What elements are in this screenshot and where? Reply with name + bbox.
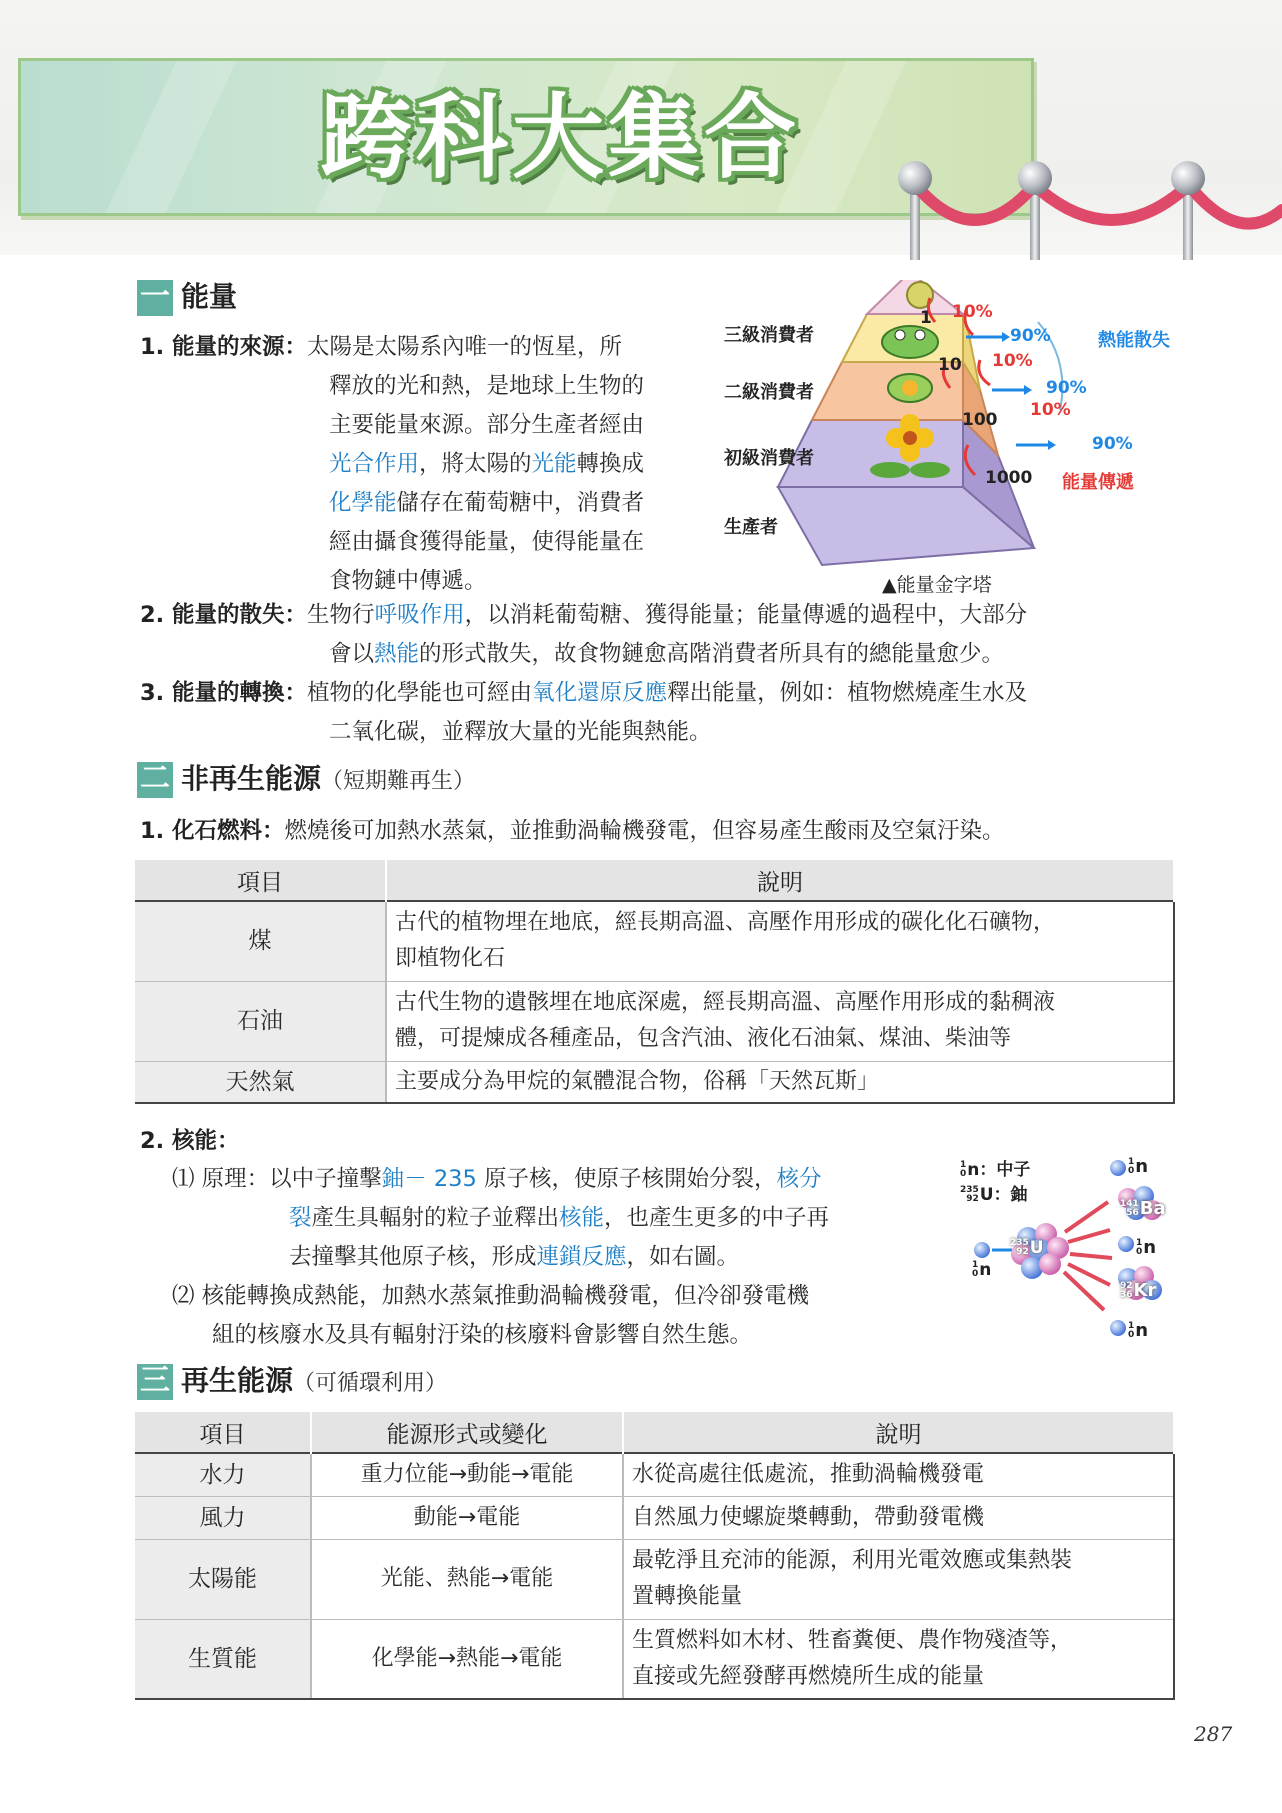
atomic-number: 36 — [1120, 1290, 1133, 1300]
keyword: 氧化還原反應 — [532, 680, 668, 706]
text-line: 釋放的光和熱，是地球上生物的 — [329, 373, 645, 399]
pyramid-label-secondary: 二級消費者 — [724, 382, 814, 403]
atomic-number: 56 — [1126, 1208, 1139, 1218]
keyword: 化學能 — [329, 490, 397, 516]
energy-transfer-label: 能量傳遞 — [1062, 472, 1134, 493]
pyramid-label-tertiary: 三級消費者 — [724, 325, 814, 346]
text: ，也產生更多的中子再 — [604, 1205, 830, 1231]
loss-percent: 90% — [1046, 378, 1087, 398]
energy-loss-label: 2. 能量的散失： — [140, 602, 308, 628]
pyramid-value-tertiary: 1 — [920, 308, 932, 328]
sub-number: ⑵ — [172, 1283, 195, 1309]
energy-source-label: 1. 能量的來源： — [140, 334, 308, 360]
keyword: 光能 — [531, 451, 577, 477]
atomic-number: 92 — [966, 1194, 979, 1204]
section-note: （可循環利用） — [293, 1371, 448, 1396]
table-cell-form: 光能、熱能→電能 — [311, 1539, 623, 1619]
text-line: 古代生物的遺骸埋在地底深處，經長期高溫、高壓作用形成的黏稠液 — [395, 990, 1056, 1015]
nuclear-label — [140, 1122, 240, 1161]
text: 植物的化學能也可經由 — [307, 680, 533, 706]
neutron-icon — [1118, 1236, 1134, 1252]
text: 儲存在葡萄糖中，消費者 — [396, 490, 645, 516]
neutron-label — [1128, 1320, 1148, 1341]
table-row — [135, 1619, 1174, 1699]
table-cell-desc — [623, 1453, 1174, 1496]
symbol: Ba — [1139, 1198, 1166, 1219]
fossil-fuel-paragraph — [140, 812, 1190, 851]
sub-number: ⑴ — [172, 1166, 195, 1192]
nuclear-label-text: 2. 核能： — [140, 1128, 240, 1154]
mass-number: 92 — [1120, 1281, 1133, 1291]
table-cell-item: 天然氣 — [135, 1061, 386, 1103]
table-cell-item: 生質能 — [135, 1619, 311, 1699]
table-header: 說明 — [623, 1412, 1174, 1453]
fossil-fuel-label: 1. 化石燃料： — [140, 818, 285, 844]
table-row — [135, 1061, 1174, 1103]
text-line: 組的核廢水及具有輻射汙染的核廢料會影響自然生態。 — [212, 1322, 753, 1348]
frog-icon — [882, 326, 938, 358]
text-line: 置轉換能量 — [632, 1584, 743, 1609]
symbol: n — [1135, 1320, 1149, 1341]
text-line: 食物鏈中傳遞。 — [329, 568, 487, 594]
text: 去撞擊其他原子核，形成 — [289, 1244, 537, 1270]
neutron-icon — [974, 1242, 990, 1258]
table-row — [135, 1496, 1174, 1539]
mass-number: 235 — [960, 1185, 979, 1195]
table-row — [135, 1453, 1174, 1496]
atomic-number: 0 — [972, 1269, 979, 1279]
pyramid-value-producer: 1000 — [985, 468, 1033, 488]
text-line: 水從高處往低處流，推動渦輪機發電 — [632, 1461, 985, 1487]
table-cell-form: 化學能→熱能→電能 — [311, 1619, 623, 1699]
table-cell-desc — [386, 901, 1174, 981]
neutron-label — [1136, 1237, 1156, 1258]
table-cell-item: 石油 — [135, 981, 386, 1061]
text: 原理：以中子撞擊 — [201, 1166, 382, 1192]
atomic-number: 0 — [1136, 1247, 1143, 1257]
text: 核能轉換成熱能，加熱水蒸氣推動渦輪機發電，但冷卻發電機 — [201, 1283, 810, 1309]
page-title: 跨科大集合 — [320, 84, 801, 191]
table-cell-item: 風力 — [135, 1496, 311, 1539]
krypton-label — [1120, 1280, 1156, 1301]
symbol: n — [1143, 1237, 1157, 1258]
text: 產生具輻射的粒子並釋出 — [311, 1205, 560, 1231]
atomic-number: 0 — [1128, 1166, 1135, 1176]
table-row — [135, 981, 1174, 1061]
mass-number: 141 — [1120, 1199, 1139, 1209]
atomic-number: 0 — [960, 1169, 967, 1179]
table-cell-desc — [623, 1496, 1174, 1539]
text: 會以 — [329, 641, 375, 667]
mass-number: 1 — [960, 1160, 967, 1170]
pyramid-value-primary: 100 — [962, 410, 998, 430]
table-cell-item: 水力 — [135, 1453, 311, 1496]
section-title-nonrenewable — [181, 761, 475, 800]
table-cell-desc — [386, 1061, 1174, 1103]
symbol: Kr — [1133, 1280, 1157, 1301]
text: 燃燒後可加熱水蒸氣，並推動渦輪機發電，但容易產生酸雨及空氣汙染。 — [284, 818, 1005, 844]
text-line: 古代的植物埋在地底，經長期高溫、高壓作用形成的碳化化石礦物， — [395, 910, 1056, 936]
symbol: n — [979, 1260, 992, 1280]
table-cell-form: 重力位能→動能→電能 — [311, 1453, 623, 1496]
heat-loss-label: 熱能散失 — [1098, 330, 1170, 351]
transfer-percent: 10% — [992, 351, 1033, 371]
rope-barrier-decoration — [880, 150, 1282, 260]
uranium-label — [1010, 1238, 1044, 1258]
neutron-label — [1128, 1156, 1148, 1177]
keyword: 呼吸作用 — [374, 602, 465, 628]
table-header: 項目 — [135, 860, 386, 901]
mass-number: 235 — [1010, 1238, 1029, 1248]
symbol: n — [1135, 1156, 1149, 1177]
transfer-arrow — [979, 360, 990, 385]
section-title-text: 再生能源 — [181, 1364, 294, 1397]
energy-conversion-label: 3. 能量的轉換： — [140, 680, 308, 706]
text-line: 太陽是太陽系內唯一的恆星，所 — [307, 334, 623, 360]
renewable-table — [135, 1412, 1175, 1700]
legend-text: n：中子 — [967, 1160, 1031, 1180]
table-cell-desc — [386, 981, 1174, 1061]
keyword: 核分 — [776, 1166, 822, 1192]
table-header: 說明 — [386, 860, 1174, 901]
table-header: 項目 — [135, 1412, 311, 1453]
text-line: 主要能量來源。部分生產者經由 — [329, 412, 645, 438]
text: ，如右圖。 — [626, 1244, 740, 1270]
fission-arrows — [1064, 1202, 1112, 1310]
barium-label — [1120, 1198, 1166, 1219]
table-cell-item: 太陽能 — [135, 1539, 311, 1619]
keyword: 熱能 — [374, 641, 420, 667]
atomic-number: 0 — [1128, 1330, 1135, 1340]
text: ，將太陽的 — [419, 451, 532, 477]
neutron-icon — [1110, 1160, 1126, 1176]
pyramid-caption: ▲能量金字塔 — [882, 574, 992, 596]
mass-number: 1 — [1128, 1321, 1135, 1331]
mass-number: 1 — [972, 1260, 979, 1270]
legend-neutron — [960, 1155, 1030, 1180]
text-line: 經由攝食獲得能量，使得能量在 — [329, 529, 645, 555]
pyramid-label-producer: 生產者 — [724, 517, 778, 538]
nonrenewable-table — [135, 860, 1175, 1104]
legend-text: U：鈾 — [979, 1185, 1028, 1205]
table-row — [135, 901, 1174, 981]
pyramid-label-primary: 初級消費者 — [724, 448, 814, 469]
text-line: 即植物化石 — [395, 946, 506, 972]
text-line: 自然風力使螺旋槳轉動，帶動發電機 — [632, 1504, 985, 1530]
pyramid-value-secondary: 10 — [938, 355, 962, 375]
text-line: 主要成分為甲烷的氣體混合物，俗稱「天然瓦斯」 — [395, 1068, 880, 1094]
loss-percent: 90% — [1010, 326, 1051, 346]
energy-conversion-paragraph — [140, 674, 1190, 752]
transfer-percent: 10% — [952, 302, 993, 322]
text-line: 生質燃料如木材、牲畜糞便、農作物殘渣等， — [632, 1627, 1073, 1653]
table-cell-desc — [623, 1539, 1174, 1619]
keyword: 裂 — [289, 1205, 312, 1231]
section-title-energy: 能量 — [181, 280, 238, 313]
nuclear-conversion-paragraph — [172, 1277, 952, 1355]
transfer-percent: 10% — [1030, 400, 1071, 420]
symbol: U — [1029, 1238, 1044, 1258]
section-number-3: 三 — [137, 1364, 173, 1400]
keyword: 鈾－ 235 — [381, 1166, 477, 1192]
text-line: 二氧化碳，並釋放大量的光能與熱能。 — [329, 719, 712, 745]
atomic-number: 92 — [1016, 1247, 1029, 1257]
table-cell-desc — [623, 1619, 1174, 1699]
text: ，以消耗葡萄糖、獲得能量；能量傳遞的過程中，大部分 — [464, 602, 1028, 628]
text: 轉換成 — [576, 451, 645, 477]
text-line: 體，可提煉成各種產品，包含汽油、液化石油氣、煤油、柴油等 — [395, 1026, 1012, 1051]
text-line: 直接或先經發酵再燃燒所生成的能量 — [632, 1663, 985, 1689]
legend-uranium — [960, 1180, 1028, 1205]
table-cell-form: 動能→電能 — [311, 1496, 623, 1539]
section-number-1: 一 — [137, 280, 173, 316]
neutron-icon — [1110, 1320, 1126, 1336]
keyword: 連鎖反應 — [536, 1244, 627, 1270]
table-row — [135, 1539, 1174, 1619]
section-number-2: 二 — [137, 762, 173, 798]
table-cell-item: 煤 — [135, 901, 386, 981]
section-note: （短期難再生） — [321, 769, 476, 794]
neutron-label — [972, 1260, 991, 1280]
mass-number: 1 — [1136, 1238, 1143, 1248]
table-header: 能源形式或變化 — [311, 1412, 623, 1453]
energy-source-paragraph — [140, 328, 700, 601]
page-number: 287 — [1194, 1722, 1233, 1746]
loss-percent: 90% — [1092, 434, 1133, 454]
text: 生物行 — [307, 602, 375, 628]
nuclear-principle-paragraph — [172, 1160, 952, 1277]
text-line: 最乾淨且充沛的能源，利用光電效應或集熱裝 — [632, 1548, 1073, 1573]
section-title-renewable — [181, 1363, 447, 1402]
text: 原子核，使原子核開始分裂， — [476, 1166, 777, 1192]
keyword: 光合作用 — [329, 451, 420, 477]
mass-number: 1 — [1128, 1157, 1135, 1167]
energy-loss-paragraph — [140, 596, 1190, 674]
text: 的形式散失，故食物鏈愈高階消費者所具有的總能量愈少。 — [419, 641, 1005, 667]
text: 釋出能量，例如：植物燃燒產生水及 — [667, 680, 1028, 706]
keyword: 核能 — [559, 1205, 605, 1231]
section-title-text: 非再生能源 — [181, 762, 322, 795]
